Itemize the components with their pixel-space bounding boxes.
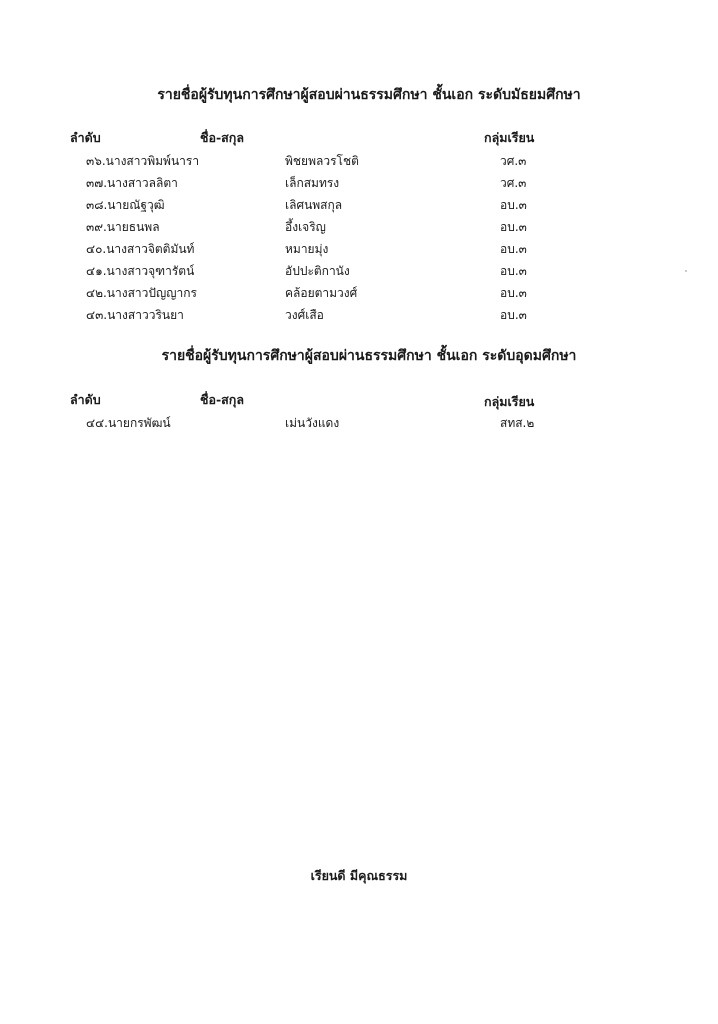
- student-name: ๔๑.นางสาวจุฑารัตน์: [86, 264, 195, 278]
- student-name: ๓๗.นางสาวลลิตา: [86, 176, 178, 190]
- table-row: [0, 414, 718, 434]
- student-group: อบ.๓: [500, 264, 527, 278]
- table-row: [0, 174, 718, 194]
- section1-title: รายชื่อผู้รับทุนการศึกษาผู้สอบผ่านธรรมศึกษา ชั้นเอก ระดับมัธยมศึกษา: [157, 87, 581, 103]
- student-surname: วงศ์เสือ: [285, 308, 324, 322]
- student-name: ๓๘.นายณัฐวุฒิ: [86, 198, 165, 212]
- student-group: อบ.๓: [500, 308, 527, 322]
- student-surname: เลิศนพสกุล: [285, 198, 343, 212]
- section2-title: รายชื่อผู้รับทุนการศึกษาผู้สอบผ่านธรรมศึกษา ชั้นเอก ระดับอุดมศึกษา: [161, 348, 577, 364]
- student-group: อบ.๓: [500, 242, 527, 256]
- section1-header-order: ลำดับ: [70, 130, 101, 145]
- student-group: อบ.๓: [500, 198, 527, 212]
- section2-header-order: ลำดับ: [70, 392, 101, 407]
- student-group: สทส.๒: [500, 416, 535, 430]
- student-group: วศ.๓: [500, 154, 527, 168]
- section1-header-name: ชื่อ-สกุล: [200, 130, 245, 145]
- student-surname: อัปปะติกานัง: [285, 264, 350, 278]
- student-name: ๔๔.นายกรพัฒน์: [86, 416, 171, 430]
- student-group: อบ.๓: [500, 286, 527, 300]
- student-group: อบ.๓: [500, 220, 527, 234]
- student-surname: เม่นวังแดง: [285, 416, 340, 430]
- table-row: [0, 306, 718, 326]
- student-surname: คล้อยตามวงศ์: [285, 286, 358, 300]
- student-name: ๔๓.นางสาววรินยา: [86, 308, 184, 322]
- scan-speck: [685, 270, 687, 272]
- section2-header-name: ชื่อ-สกุล: [200, 392, 245, 407]
- table-row: [0, 218, 718, 238]
- section2-header-group: กลุ่มเรียน: [484, 394, 535, 409]
- student-surname: หมายมุ่ง: [285, 242, 329, 256]
- student-surname: เล็กสมทรง: [285, 176, 340, 190]
- student-group: วศ.๓: [500, 176, 527, 190]
- student-name: ๔๒.นางสาวปัญญากร: [86, 286, 197, 300]
- table-row: [0, 284, 718, 304]
- table-row: [0, 240, 718, 260]
- table-row: [0, 262, 718, 282]
- student-surname: อึ้งเจริญ: [285, 220, 326, 234]
- student-name: ๔๐.นางสาวจิตติมันท์: [86, 242, 195, 256]
- table-row: [0, 152, 718, 172]
- section1-header-group: กลุ่มเรียน: [484, 130, 535, 145]
- student-name: ๓๙.นายธนพล: [86, 220, 160, 234]
- student-name: ๓๖.นางสาวพิมพ์นารา: [86, 154, 200, 168]
- student-surname: พิชยพลวรโชติ: [285, 154, 359, 168]
- table-row: [0, 196, 718, 216]
- signature-motto: เรียนดี มีคุณธรรม: [310, 868, 408, 883]
